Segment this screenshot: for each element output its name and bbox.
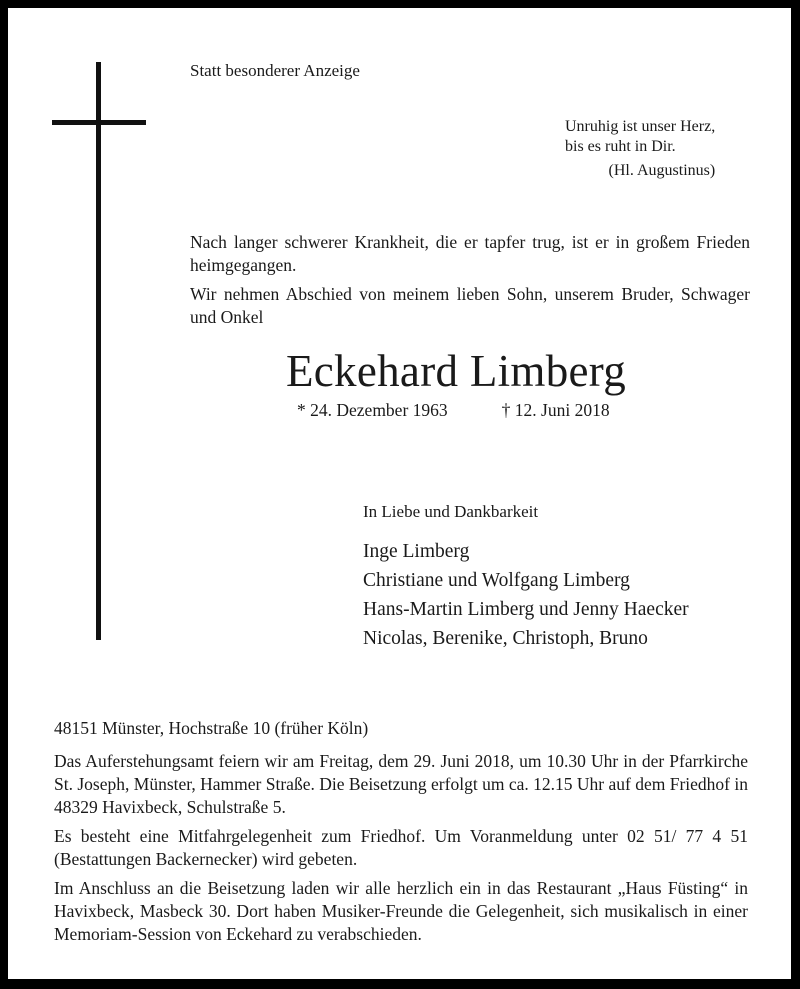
intro-text bbox=[190, 231, 750, 335]
bible-quote bbox=[565, 117, 715, 181]
death-date: † 12. Juni 2018 bbox=[501, 400, 610, 420]
intro-paragraph: Nach langer schwerer Krankheit, die er tapfer trug, ist er in großem Frieden heimgegangen. bbox=[190, 232, 750, 275]
quote-line: bis es ruht in Dir. bbox=[565, 138, 676, 155]
birth-date: * 24. Dezember 1963 bbox=[297, 400, 448, 420]
service-details bbox=[54, 750, 748, 952]
life-dates bbox=[297, 400, 610, 421]
address: 48151 Münster, Hochstraße 10 (früher Köln) bbox=[54, 718, 369, 738]
intro-paragraph: Wir nehmen Abschied von meinem lieben Sohn, unserem Bruder, Schwager und Onkel bbox=[190, 284, 750, 327]
family-member: Christiane und Wolfgang Limberg bbox=[363, 570, 630, 591]
family-member: Hans-Martin Limberg und Jenny Haecker bbox=[363, 599, 689, 620]
signoff: In Liebe und Dankbarkeit bbox=[363, 502, 539, 521]
quote-line: Unruhig ist unser Herz, bbox=[565, 118, 716, 135]
cross-icon-horizontal-bar bbox=[52, 120, 146, 125]
quote-attribution: (Hl. Augustinus) bbox=[608, 162, 716, 179]
details-paragraph: Das Auferstehungsamt feiern wir am Freitag, dem 29. Juni 2018, um 10.30 Uhr in der Pfarrkirche St. Joseph, Münster, Hammer Straße. Die Beisetzung erfolgt um ca. 12.15 Uhr auf dem Friedhof in 48329 Havixbeck, Schulstraße 5. bbox=[54, 751, 748, 817]
family-member: Nicolas, Berenike, Christoph, Bruno bbox=[363, 628, 648, 649]
family-member: Inge Limberg bbox=[363, 541, 470, 562]
details-paragraph: Im Anschluss an die Beisetzung laden wir alle herzlich ein in das Restaurant „Haus Füsting“ in Havixbeck, Masbeck 30. Dort haben Musiker-Freunde die Gelegenheit, sich musikalisch in einer Memoriam-Session von Eckehard zu verabschieden. bbox=[54, 878, 748, 944]
cross-icon-vertical-bar bbox=[96, 62, 101, 640]
header-note: Statt besonderer Anzeige bbox=[190, 61, 360, 80]
family-list bbox=[363, 537, 689, 653]
details-paragraph: Es besteht eine Mitfahrgelegenheit zum Friedhof. Um Voranmeldung unter 02 51/ 77 4 51 (Bestattungen Backernecker) wird gebeten. bbox=[54, 826, 748, 869]
deceased-name: Eckehard Limberg bbox=[286, 346, 627, 396]
obituary-notice bbox=[8, 8, 791, 979]
